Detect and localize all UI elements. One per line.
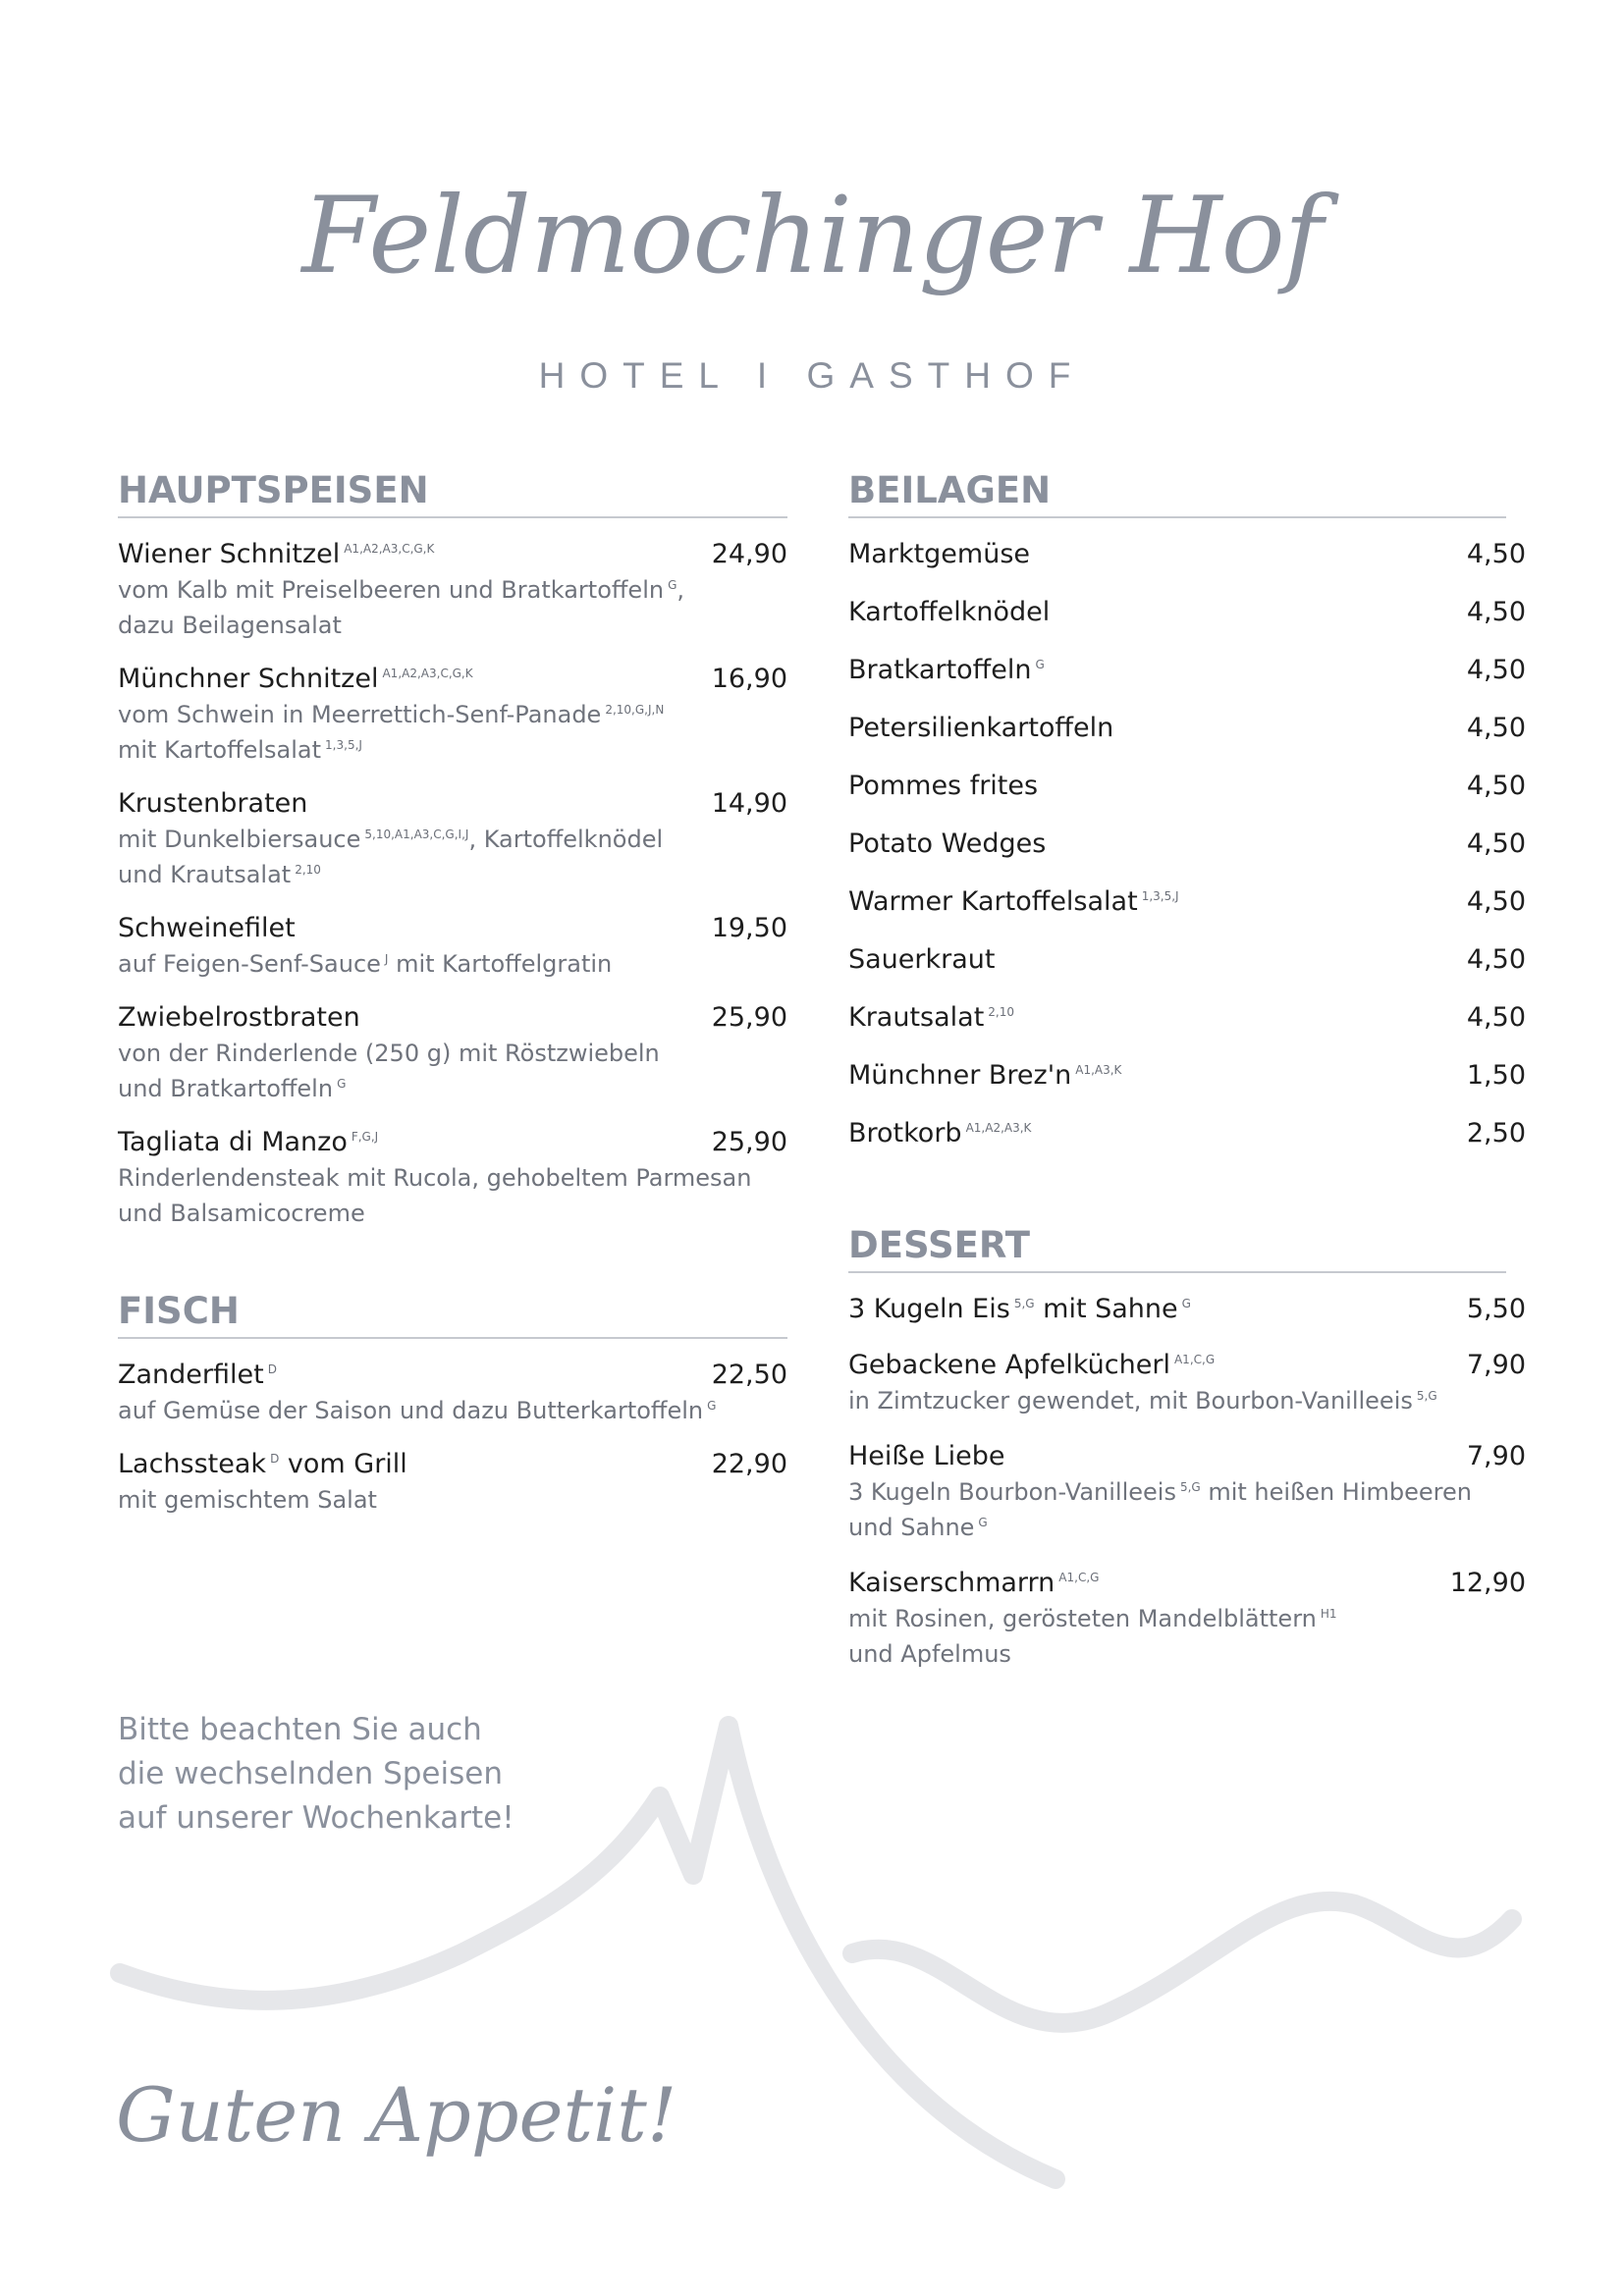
- dish-description: mit Kartoffelsalat $^{1,3,5,J}$: [118, 736, 362, 764]
- side-item: [848, 941, 1526, 999]
- hauptspeisen-list: [118, 536, 787, 1231]
- allergen-codes: 1,3,5,J: [1141, 889, 1179, 903]
- side-price: 4,50: [1466, 655, 1526, 685]
- allergen-codes: A1,C,G: [1173, 1353, 1216, 1366]
- allergen-codes: A1,A3,K: [1075, 1063, 1122, 1077]
- dish-price: 24,90: [711, 539, 787, 569]
- dish-price: 16,90: [711, 664, 787, 694]
- dish-price: 25,90: [711, 1002, 787, 1033]
- side-price: 4,50: [1466, 828, 1526, 859]
- allergen-codes: G: [1035, 658, 1045, 671]
- side-name: Bratkartoffeln $^G$: [848, 655, 1045, 685]
- right-column: [848, 469, 1526, 1691]
- menu-item: [118, 536, 787, 643]
- section-title: DESSERT: [848, 1224, 1506, 1273]
- side-name: Brotkorb $^{A1,A2,A3,K}$: [848, 1118, 1032, 1148]
- dish-description: und Apfelmus: [848, 1640, 1011, 1668]
- note-line: die wechselnden Speisen: [118, 1756, 503, 1791]
- side-item: [848, 999, 1526, 1057]
- section-title: HAUPTSPEISEN: [118, 469, 787, 518]
- dish-price: 25,90: [711, 1127, 787, 1157]
- dish-name: Schweinefilet: [118, 913, 296, 943]
- note-line: Bitte beachten Sie auch: [118, 1712, 482, 1747]
- menu-item: [848, 1347, 1526, 1418]
- allergen-codes: A1,A2,A3,C,G,K: [382, 667, 473, 680]
- section-beilagen: [848, 469, 1506, 518]
- fisch-list: [118, 1357, 787, 1518]
- allergen-codes: F,G,J: [351, 1130, 379, 1144]
- side-name: Warmer Kartoffelsalat $^{1,3,5,J}$: [848, 886, 1179, 917]
- dish-description: mit Rosinen, gerösteten Mandelblättern $^{H1}$: [848, 1605, 1337, 1632]
- allergen-codes: D: [267, 1362, 277, 1376]
- allergen-codes: 2,10: [988, 1005, 1015, 1019]
- closing-greeting: Guten Appetit!: [116, 2071, 677, 2159]
- dish-price: 19,50: [711, 913, 787, 943]
- subtitle: HOTEL I GASTHOF: [538, 355, 1086, 396]
- side-item: [848, 594, 1526, 652]
- side-item: [848, 536, 1526, 594]
- side-item: [848, 883, 1526, 941]
- dish-name: Kaiserschmarrn $^{A1,C,G}$: [848, 1568, 1100, 1598]
- dish-description: mit gemischtem Salat: [118, 1486, 377, 1514]
- dish-description: und Balsamicocreme: [118, 1200, 365, 1227]
- side-item: [848, 1057, 1526, 1115]
- dish-description: von der Rinderlende (250 g) mit Röstzwiebeln: [118, 1040, 660, 1067]
- menu-item: [848, 1565, 1526, 1672]
- menu-item: [118, 1446, 787, 1518]
- dish-name: Lachssteak $^D$ vom Grill: [118, 1449, 407, 1479]
- beilagen-list: [848, 536, 1526, 1173]
- dish-name: Krustenbraten: [118, 788, 308, 819]
- hill-line: [852, 1901, 1512, 2023]
- dish-description: auf Feigen-Senf-Sauce $^J$ mit Kartoffelgratin: [118, 950, 613, 978]
- dish-description: vom Schwein in Meerrettich-Senf-Panade $^{2,10,G,J,N}$: [118, 701, 665, 728]
- dish-name: Wiener Schnitzel $^{A1,A2,A3,C,G,K}$: [118, 539, 435, 569]
- dish-name: Münchner Schnitzel $^{A1,A2,A3,C,G,K}$: [118, 664, 473, 694]
- dish-name: Gebackene Apfelkücherl $^{A1,C,G}$: [848, 1350, 1216, 1380]
- dish-name: Zwiebelrostbraten: [118, 1002, 360, 1033]
- side-price: 4,50: [1466, 1002, 1526, 1033]
- menu-item: [118, 1124, 787, 1231]
- side-price: 4,50: [1466, 713, 1526, 743]
- dish-price: 12,90: [1449, 1568, 1526, 1598]
- menu-item: [118, 785, 787, 892]
- section-title: FISCH: [118, 1290, 787, 1339]
- side-item: [848, 826, 1526, 883]
- side-name: Münchner Brez'n $^{A1,A3,K}$: [848, 1060, 1122, 1091]
- side-name: Kartoffelknödel: [848, 597, 1051, 627]
- dish-price: 7,90: [1466, 1441, 1526, 1471]
- side-name: Krautsalat $^{2,10}$: [848, 1002, 1015, 1033]
- side-item: [848, 1115, 1526, 1173]
- side-price: 1,50: [1466, 1060, 1526, 1091]
- menu-item: [118, 661, 787, 768]
- side-price: 4,50: [1466, 944, 1526, 975]
- side-name: Potato Wedges: [848, 828, 1047, 859]
- dish-description: und Sahne $^G$: [848, 1514, 988, 1541]
- menu-item: [848, 1291, 1526, 1327]
- dish-description: mit Dunkelbiersauce $^{5,10,A1,A3,C,G,I,J}$, Kartoffelknödel: [118, 826, 664, 853]
- dish-price: 14,90: [711, 788, 787, 819]
- dish-description: und Krautsalat $^{2,10}$: [118, 861, 321, 888]
- side-price: 2,50: [1466, 1118, 1526, 1148]
- menu-item: [118, 999, 787, 1106]
- dish-price: 5,50: [1466, 1294, 1526, 1324]
- logo-wordmark: Feldmochinger Hof: [301, 175, 1323, 297]
- allergen-codes: A1,A2,A3,C,G,K: [344, 542, 435, 556]
- section-dessert: [848, 1224, 1506, 1273]
- dish-price: 22,90: [711, 1449, 787, 1479]
- side-price: 4,50: [1466, 886, 1526, 917]
- dish-price: 7,90: [1466, 1350, 1526, 1380]
- side-name: Sauerkraut: [848, 944, 996, 975]
- dish-name: 3 Kugeln Eis $^{5,G}$ mit Sahne $^G$: [848, 1294, 1191, 1324]
- dish-description: 3 Kugeln Bourbon-Vanilleeis $^{5,G}$ mit heißen Himbeeren: [848, 1478, 1472, 1506]
- side-item: [848, 652, 1526, 710]
- menu-item: [118, 910, 787, 982]
- side-item: [848, 768, 1526, 826]
- dish-name: Zanderfilet $^D$: [118, 1360, 277, 1390]
- side-name: Marktgemüse: [848, 539, 1031, 569]
- side-name: Petersilienkartoffeln: [848, 713, 1114, 743]
- side-name: Pommes frites: [848, 771, 1039, 801]
- note-line: auf unserer Wochenkarte!: [118, 1800, 514, 1836]
- section-title: BEILAGEN: [848, 469, 1506, 518]
- allergen-codes: A1,A2,A3,K: [965, 1121, 1032, 1135]
- left-column: [118, 469, 787, 1535]
- dish-description: vom Kalb mit Preiselbeeren und Bratkartoffeln $^G$,: [118, 576, 685, 604]
- section-hauptspeisen: [118, 469, 787, 518]
- weekly-menu-note: [118, 1708, 707, 1841]
- allergen-codes: A1,C,G: [1058, 1571, 1100, 1584]
- side-item: [848, 710, 1526, 768]
- dish-description: in Zimtzucker gewendet, mit Bourbon-Vanilleeis $^{5,G}$: [848, 1387, 1437, 1415]
- dish-name: Heiße Liebe: [848, 1441, 1005, 1471]
- allergen-codes: 5,G: [1013, 1297, 1035, 1310]
- side-price: 4,50: [1466, 539, 1526, 569]
- dish-price: 22,50: [711, 1360, 787, 1390]
- allergen-codes: D: [270, 1452, 280, 1466]
- dish-description: auf Gemüse der Saison und dazu Butterkartoffeln $^G$: [118, 1397, 717, 1424]
- side-price: 4,50: [1466, 771, 1526, 801]
- dessert-list: [848, 1291, 1526, 1672]
- dish-description: dazu Beilagensalat: [118, 612, 342, 639]
- dish-name: Tagliata di Manzo $^{F,G,J}$: [118, 1127, 379, 1157]
- section-fisch: [118, 1290, 787, 1339]
- menu-item: [118, 1357, 787, 1428]
- menu-item: [848, 1438, 1526, 1545]
- side-price: 4,50: [1466, 597, 1526, 627]
- dish-description: und Bratkartoffeln $^G$: [118, 1075, 347, 1102]
- dish-description: Rinderlendensteak mit Rucola, gehobeltem Parmesan: [118, 1164, 752, 1192]
